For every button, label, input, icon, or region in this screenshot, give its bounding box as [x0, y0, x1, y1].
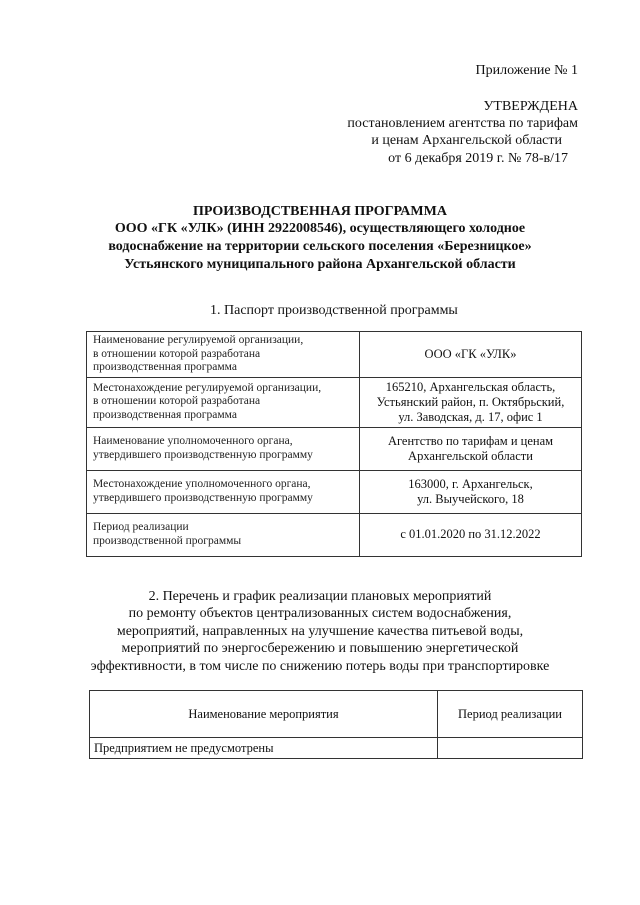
approval-line-3: от 6 декабря 2019 г. № 78-в/17: [388, 151, 568, 166]
row-value: с 01.01.2020 по 31.12.2022: [360, 513, 582, 556]
row-value: Агентство по тарифам и ценам Архангельской области: [360, 427, 582, 470]
section2-heading-line-3: мероприятий, направленных на улучшение качества питьевой воды,: [116, 624, 524, 639]
table-row: [87, 513, 582, 556]
section2-heading-line-5: эффективности, в том числе по снижению потерь воды при транспортировке: [90, 659, 550, 674]
passport-table: [86, 331, 582, 557]
title-line-3: водоснабжение на территории сельского поселения «Березницкое»: [108, 239, 532, 254]
table-header-row: [90, 691, 583, 738]
table-row: [90, 738, 583, 759]
table-row: [87, 332, 582, 378]
title-line-2: ООО «ГК «УЛК» (ИНН 2922008546), осуществляющего холодное: [114, 221, 526, 236]
activity-name-cell: Предприятием не предусмотрены: [90, 738, 438, 759]
column-header-period: Период реализации: [438, 691, 583, 738]
row-label: Период реализации производственной программы: [87, 513, 360, 556]
title-line-4: Устьянского муниципального района Архангельской области: [124, 257, 516, 272]
approval-line-1: постановлением агентства по тарифам: [347, 116, 578, 131]
table-row: [87, 470, 582, 513]
section2-heading-line-4: мероприятий по энергосбережению и повышению энергетической: [121, 641, 519, 656]
section2-heading-line-2: по ремонту объектов централизованных систем водоснабжения,: [128, 606, 512, 621]
row-value: 163000, г. Архангельск, ул. Выучейского, 18: [360, 470, 582, 513]
appendix-number: Приложение № 1: [475, 63, 578, 78]
section2-heading-line-1: 2. Перечень и график реализации плановых мероприятий: [148, 589, 492, 604]
activities-table: [89, 690, 583, 759]
activity-period-cell: [438, 738, 583, 759]
table-row: [87, 377, 582, 427]
row-label: Наименование уполномоченного органа, утвердившего производственную программу: [87, 427, 360, 470]
section1-heading: 1. Паспорт производственной программы: [210, 303, 458, 318]
row-value: 165210, Архангельская область, Устьянский район, п. Октябрьский, ул. Заводская, д. 17, офис 1: [360, 377, 582, 427]
approved-label: УТВЕРЖДЕНА: [483, 99, 578, 114]
row-label: Наименование регулируемой организации, в отношении которой разработана производственная программа: [87, 332, 360, 378]
title-line-1: ПРОИЗВОДСТВЕННАЯ ПРОГРАММА: [193, 204, 447, 219]
row-label: Местонахождение уполномоченного органа, утвердившего производственную программу: [87, 470, 360, 513]
approval-line-2: и ценам Архангельской области: [371, 133, 562, 148]
row-value: ООО «ГК «УЛК»: [360, 332, 582, 378]
table-row: [87, 427, 582, 470]
column-header-name: Наименование мероприятия: [90, 691, 438, 738]
row-label: Местонахождение регулируемой организации, в отношении которой разработана производственная программа: [87, 377, 360, 427]
